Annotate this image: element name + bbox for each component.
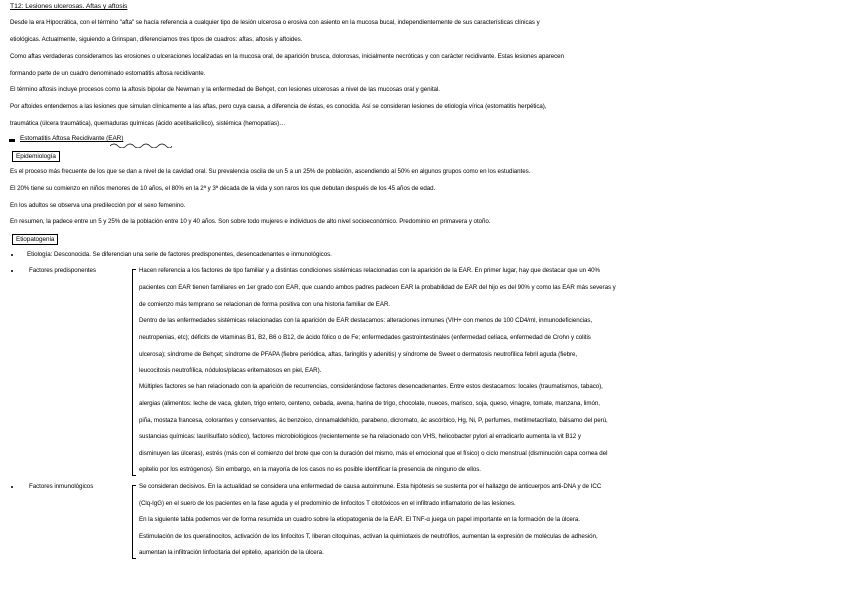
intro-line: Desde la era Hipocrática, con el término "afta" se hacía referencia a cualquier tipo de lesión ulcerosa o erosiva con asiento en la mucosa bucal, independientemente de sus características clínicas y [10,19,540,26]
bullet-dot-icon [11,254,13,256]
page-title: T12: Lesiones ulcerosas. Aftas y aftosis [10,3,128,10]
epidemiologia-line: El 20% tiene su comienzo en niños menores de 10 años, el 80% en la 2ª y 3ª década de la vida y son raros los que debutan después de los 45 años de edad. [10,185,436,192]
predisponentes-line: ulcerosa); síndrome de Behçet; síndrome de PFAPA (fiebre periódica, aftas, faringitis y adenitis) y síndrome de Sweet o dermatosis neutrofílica febril aguda (fiebre, [139,351,578,358]
inmunologicos-line: Estimulación de los queratinocitos, activación de los linfocitos T, liberan citoquinas, activan la quimiotaxis de neutrófilos, aumentan la expresión de moléculas de adhesión, [139,533,598,540]
intro-line: Por aftoides entendemos a las lesiones que simulan clínicamente a las aftas, pero cuya causa, a diferencia de éstas, es conocida. Así se consideran lesiones de etiología vírica (estomatitis herpética), [10,103,547,110]
epidemiologia-label: Epidemiología [12,151,60,162]
epidemiologia-line: En resumen, la padece entre un 5 y 25% de la población entre 10 y 40 años. Son sobre todo mujeres e individuos de alto nivel socioeconómico. Predominio en primavera y otoño. [10,218,491,225]
predisponentes-line: Dentro de las enfermedades sistémicas relacionadas con la aparición de EAR destacamos: alteraciones inmunes (VIH+ con menos de 100 CD4/ml, inmunodeficiencias, [139,317,593,324]
section-bullet-icon [9,139,15,142]
predisponentes-line: pacientes con EAR tienen familiares en 1er grado con EAR, que cuando ambos padres padecen EAR la probabilidad de EAR del hijo es del 90% y como las EAR más severas y [139,284,616,291]
predisponentes-line: disminuyen las úlceras), estrés (más con el comienzo del brote que con la duración del mismo, más el emocional que el físico) o ciclo menstrual (disminución capa cornea del [139,450,608,457]
inmunologicos-line: (Clq-IgG) en el suero de los pacientes en la fase aguda y el predominio de linfocitos T citotóxicos en el infiltrado inflamatorio de las lesiones. [139,500,516,507]
wavy-underline-icon [110,142,172,148]
predisponentes-line: epitelio por los estrógenos). Sin embargo, en la mayoría de los casos no es posible identificar la presencia de ninguno de ellos. [139,466,481,473]
bullet-dot-icon [11,486,13,488]
inmunologicos-line: Se consideran decisivos. En la actualidad se considera una enfermedad de causa autoinmune. Esta hipótesis se sustenta por el hallazgo de anticuerpos anti-DNA y de ICC [139,483,602,490]
bracket-predisponentes [132,269,136,476]
predisponentes-line: piña, mostaza francesa, colorantes y conservantes, ác benzoico, cinnamaldehído, parabeno, dicromato, ác ascórbico, Hg, Ni, P, perfumes, metilmetacrilato, bálsamo del perú, [139,417,608,424]
intro-line: Como aftas verdaderas consideramos las erosiones o ulceraciones localizadas en la mucosa oral, de aparición brusca, dolorosas, inicialmente necróticas y con carácter recidivante. Estas lesiones aparecen [10,53,564,60]
bullet-dot-icon [11,270,13,272]
factores-inmunologicos-label: Factores inmunológicos [29,483,94,490]
epidemiologia-line: En los adultos se observa una predilección por el sexo femenino. [10,202,186,209]
intro-line: traumática (úlcera traumática), quemaduras químicas (ácido acetilsalicílico), sistémica (hemopatías)… [10,120,286,127]
predisponentes-line: alergias (alimentos: leche de vaca, gluten, trigo entero, centeno, cebada, avena, harina de trigo, chocolate, nueces, marisco, soja, queso, vinagre, tomate, manzana, limón, [139,400,600,407]
intro-line: formando parte de un cuadro denominado estomatitis aftosa recidivante. [10,70,206,77]
etiologia-line: Etiología: Desconocida. Se diferencian una serie de factores predisponentes, desencadenantes e inmunológicos. [27,251,332,258]
predisponentes-line: Múltiples factores se han relacionado con la aparición de recurrencias, considerándose factores desencadenantes. Entre estos destacamos: locales (traumatismos, tabaco), [139,383,603,390]
predisponentes-line: leucocitosis neutrofílica, nódulos/placas eritematosos en piel, EAR). [139,367,322,374]
predisponentes-line: de comienzo más temprano se relacionan de forma positiva con una historia familiar de EAR. [139,301,391,308]
inmunologicos-line: En la siguiente tabla podemos ver de forma resumida un cuadro sobre la etiopatogenia de la EAR. El TNF-α juega un papel importante en la formación de la úlcera. [139,516,580,523]
intro-line: El término aftosis incluye procesos como la aftosis bipolar de Newman y la enfermedad de Behçet, con lesiones ulcerosas a nivel de las mucosas oral y genital. [10,86,440,93]
section-title: Estomatitis Aftosa Recidivante (EAR) [20,135,124,142]
predisponentes-line: neutropenias, etc); déficits de vitaminas B1, B2, B6 o B12, de ácido fólico o de Fe; enfermedades gastrointestinales (enfermedad celíaca, enfermedad de Crohn y colitis [139,334,591,341]
inmunologicos-line: aumentan la infiltración linfocitaria del epitelio, aparición de la úlcera. [139,549,324,556]
predisponentes-line: sustancias químicas: laurilsulfato sódico), factores microbiológicos (recientemente se ha relacionado con VHS, helicobacter pylori al erradicarlo aumenta la vit B12 y [139,433,581,440]
factores-predisponentes-label: Factores predisponentes [29,267,96,274]
etiopatogenia-label: Etiopatogenia [12,234,58,245]
predisponentes-line: Hacen referencia a los factores de tipo familiar y a distintas condiciones sistémicas relacionadas con la aparición de la EAR. En primer lugar, hay que destacar que un 40% [139,267,600,274]
bracket-inmunologicos [132,485,136,559]
intro-line: etiológicas. Actualmente, siguiendo a Grinspan, diferenciamos tres tipos de cuadros: aftas, aftosis y aftoides. [10,36,303,43]
epidemiologia-line: Es el proceso más frecuente de los que se dan a nivel de la cavidad oral. Su prevalencia oscila de un 5 a un 25% de población, ascendiendo al 50% en algunos grupos como en los estudiantes. [10,168,531,175]
